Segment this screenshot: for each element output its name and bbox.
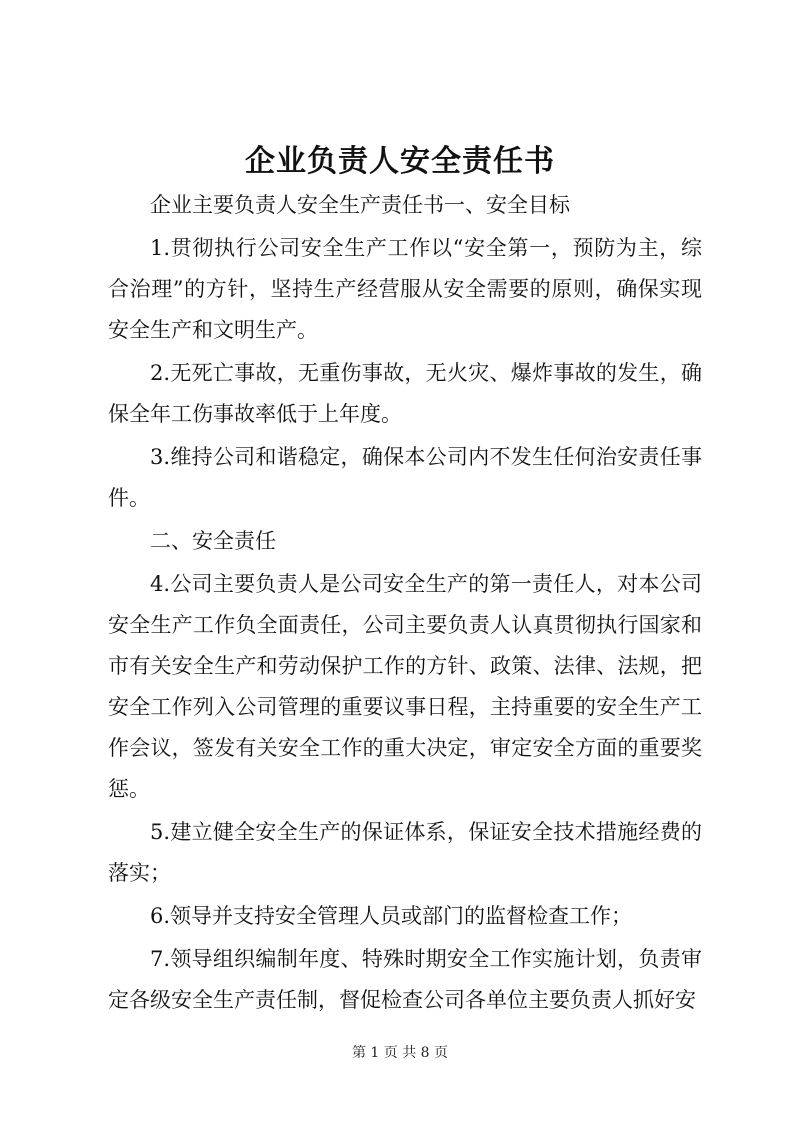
paragraph-item-3: 3.维持公司和谐稳定，确保本公司内不发生任何治安责任事件。 [108, 445, 702, 510]
paragraph-item-7: 7.领导组织编制年度、特殊时期安全工作实施计划，负责审定各级安全生产责任制，督促检查公司各单位主要负责人抓好安 [108, 947, 702, 1012]
document-title: 企业负责人安全责任书 [245, 144, 555, 179]
paragraph-item-4: 4.公司主要负责人是公司安全生产的第一责任人，对本公司安全生产工作负全面责任，公司主要负责人认真贯彻执行国家和市有关安全生产和劳动保护工作的方针、政策、法律、法规，把安全工作列入公司管理的重要议事日程，主持重要的安全生产工作会议，签发有关安全工作的重大决定，审定安全方面的重要奖惩。 [108, 572, 702, 801]
paragraph-item-6: 6.领导并支持安全管理人员或部门的监督检查工作； [150, 904, 633, 928]
page-number-footer: 第 1 页 共 8 页 [351, 1045, 449, 1061]
section-heading-safety-responsibility: 二、安全责任 [150, 529, 276, 553]
paragraph-intro: 企业主要负责人安全生产责任书一、安全目标 [150, 193, 570, 217]
paragraph-item-1: 1.贯彻执行公司安全生产工作以“安全第一，预防为主，综合治理”的方针，坚持生产经营服从安全需要的原则，确保实现安全生产和文明生产。 [108, 236, 702, 342]
paragraph-item-5: 5.建立健全安全生产的保证体系，保证安全技术措施经费的落实； [108, 820, 702, 885]
document-body [108, 185, 702, 1021]
paragraph-item-2: 2.无死亡事故，无重伤事故，无火灾、爆炸事故的发生，确保全年工伤事故率低于上年度。 [108, 361, 702, 426]
